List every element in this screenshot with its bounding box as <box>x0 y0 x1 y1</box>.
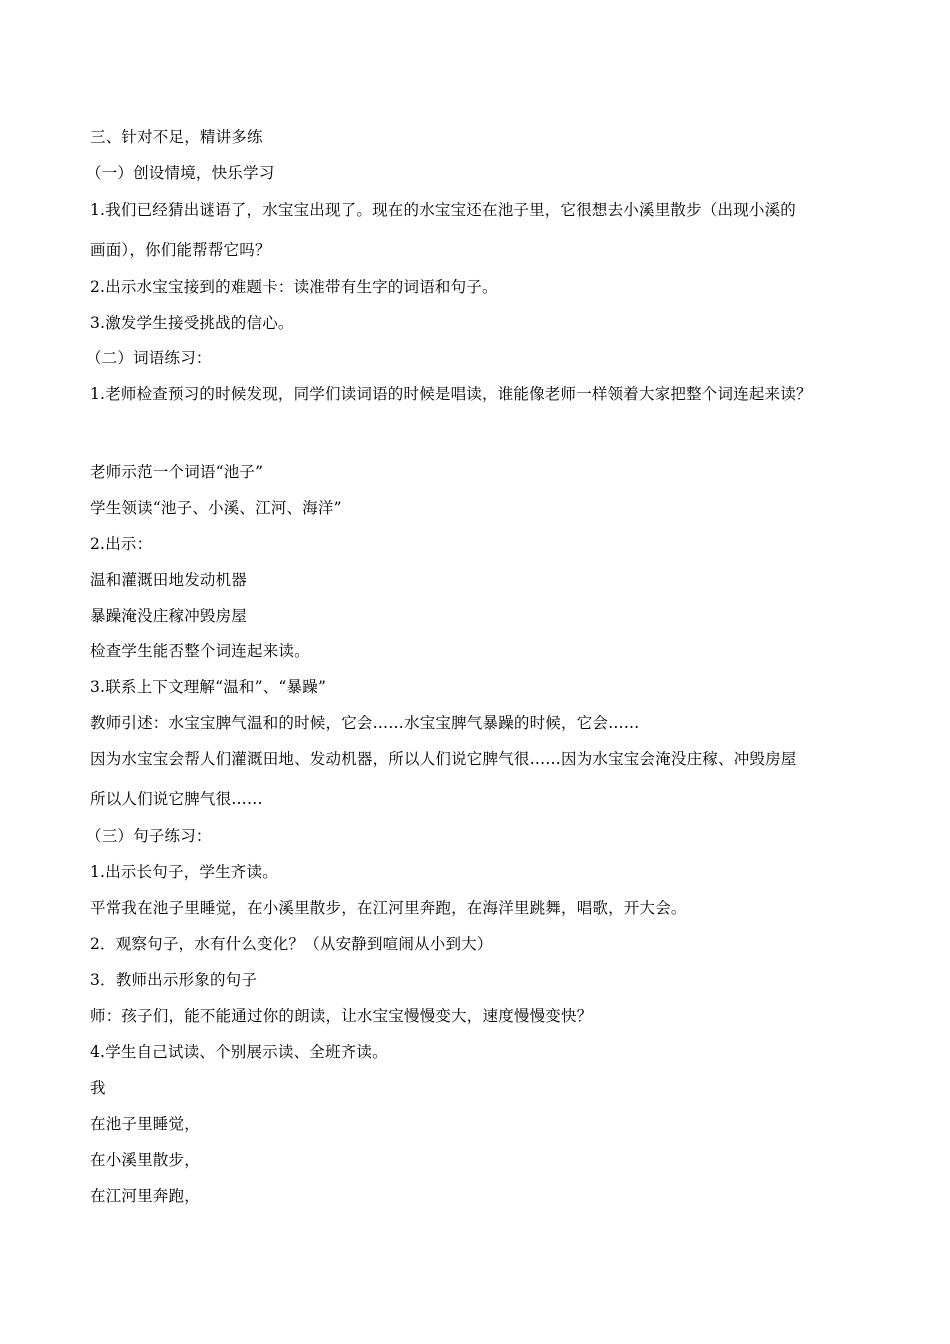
poem-line: 在池子里睡觉， <box>90 1115 200 1133</box>
part1-item2: 2.出示水宝宝接到的难题卡：读准带有生字的词语和句子。 <box>90 278 498 296</box>
part2-reason-line1: 因为水宝宝会帮人们灌溉田地、发动机器，所以人们说它脾气很……因为水宝宝会淹没庄稼、冲毁房屋 <box>90 750 797 768</box>
part3-item4: 4.学生自己试读、个别展示读、全班齐读。 <box>90 1043 388 1061</box>
poem-line: 在江河里奔跑， <box>90 1187 200 1205</box>
part2-words1: 温和灌溉田地发动机器 <box>90 571 248 589</box>
part3-item2: 2．观察句子，水有什么变化？（从安静到喧闹从小到大） <box>90 935 493 953</box>
part2-guide: 教师引述：水宝宝脾气温和的时候，它会……水宝宝脾气暴躁的时候，它会…… <box>90 714 640 732</box>
part2-words2: 暴躁淹没庄稼冲毁房屋 <box>90 607 248 625</box>
part1-item1-line1: 1.我们已经猜出谜语了，水宝宝出现了。现在的水宝宝还在池子里，它很想去小溪里散步（出现小溪的 <box>90 201 796 219</box>
part3-teacher: 师：孩子们，能不能通过你的朗读，让水宝宝慢慢变大，速度慢慢变快？ <box>90 1007 593 1025</box>
part3-sentence: 平常我在池子里睡觉，在小溪里散步，在江河里奔跑，在海洋里跳舞，唱歌，开大会。 <box>90 899 687 917</box>
part2-check: 检查学生能否整个词连起来读。 <box>90 642 310 660</box>
part2-demo: 老师示范一个词语“池子” <box>90 463 264 481</box>
part2-heading: （二）词语练习： <box>86 349 212 367</box>
part2-item1: 1.老师检查预习的时候发现，同学们读词语的时候是唱读，谁能像老师一样领着大家把整个词连起来读？ <box>90 385 812 403</box>
poem-line: 我 <box>90 1079 106 1097</box>
part1-item1-line2: 画面），你们能帮帮它吗？ <box>90 241 271 259</box>
part2-item2: 2.出示： <box>90 535 153 553</box>
part3-item1: 1.出示长句子，学生齐读。 <box>90 863 278 881</box>
part1-item3: 3.激发学生接受挑战的信心。 <box>90 314 294 332</box>
part2-reason-line2: 所以人们说它脾气很…… <box>90 790 263 808</box>
section-title: 三、针对不足，精讲多练 <box>90 128 263 146</box>
part2-lead: 学生领读“池子、小溪、江河、海洋” <box>90 499 342 517</box>
part3-item3: 3．教师出示形象的句子 <box>90 971 258 989</box>
part3-heading: （三）句子练习： <box>86 827 212 845</box>
part1-heading: （一）创设情境，快乐学习 <box>86 164 275 182</box>
poem-line: 在小溪里散步， <box>90 1151 200 1169</box>
part2-item3: 3.联系上下文理解“温和”、“暴躁” <box>90 678 327 696</box>
